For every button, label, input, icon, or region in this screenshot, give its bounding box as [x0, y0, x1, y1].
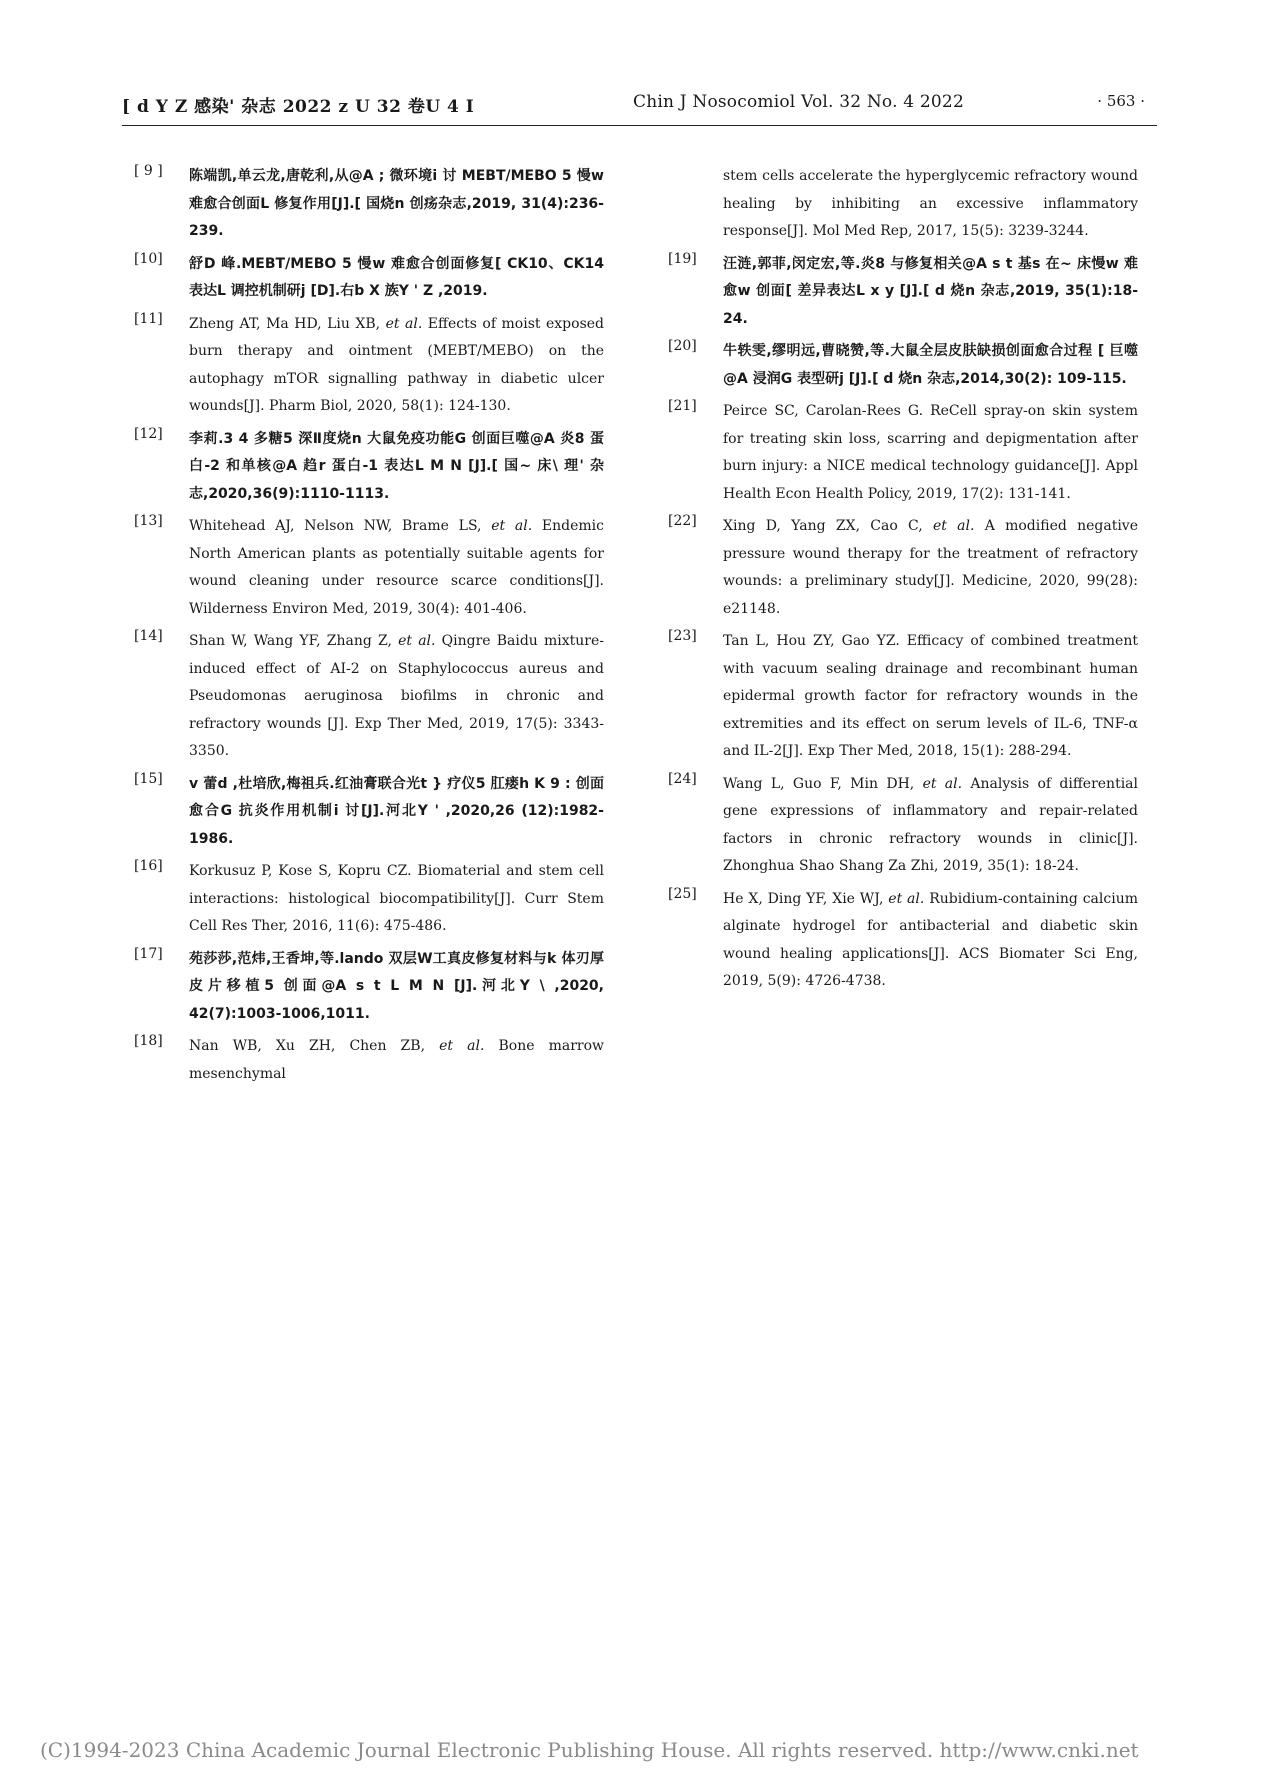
reference-entry: [134, 771, 604, 854]
reference-entry: [134, 946, 604, 1029]
reference-text: v 蕾d ,杜培欣,梅祖兵.红油膏联合光t } 疗仪5 肛瘘h K 9 : 创面愈合G 抗炎作用机制i 讨[J].河北Y ' ,2020,26 (12):1982-1986.: [189, 775, 604, 847]
reference-entry: [134, 858, 604, 941]
reference-entry: [134, 251, 604, 306]
reference-number: [19]: [668, 250, 697, 267]
reference-entry: [668, 163, 1138, 246]
reference-entry: [668, 338, 1138, 393]
reference-text: Shan W, Wang YF, Zhang Z, et al. Qingre Baidu mixture-induced effect of AI-2 on Staphylococcus aureus and Pseudomonas aeruginosa biofilms in chronic and refractory wounds [J]. Exp Ther Med, 2019, 17(5): 3343-3350.: [189, 633, 604, 759]
reference-text: 苑莎莎,范炜,王香坤,等.lando 双层W工真皮修复材料与k 体刃厚皮片移植5 创面@A s t L M N [J].河北Y \ ,2020, 42(7):1003-1006,1011.: [189, 950, 604, 1022]
reference-number: [12]: [134, 425, 163, 442]
reference-text: 汪涟,郭菲,闵定宏,等.炎8 与修复相关@A s t 基s 在~ 床慢w 难愈w 创面[ 差异表达L x y [J].[ d 烧n 杂志,2019, 35(1):18-24.: [723, 255, 1138, 327]
references-left-column: [134, 163, 604, 1093]
reference-entry: [668, 771, 1138, 881]
reference-entry: [668, 398, 1138, 508]
reference-text: Tan L, Hou ZY, Gao YZ. Efficacy of combined treatment with vacuum sealing drainage and recombinant human epidermal growth factor for refractory wounds in the extremities and its effect on serum levels of IL-6, TNF-α and IL-2[J]. Exp Ther Med, 2018, 15(1): 288-294.: [723, 633, 1138, 759]
reference-text: Nan WB, Xu ZH, Chen ZB, et al. Bone marrow mesenchymal: [189, 1038, 605, 1082]
reference-entry: [134, 513, 604, 623]
reference-number: [22]: [668, 513, 697, 529]
reference-number: [11]: [134, 310, 163, 327]
reference-number: [17]: [134, 945, 163, 962]
page-number: · 563 ·: [1097, 92, 1145, 110]
reference-text: 舒D 峰.MEBT/MEBO 5 慢w 难愈合创面修复[ CK10、CK14 表达L 调控机制研j [D].右b X 族Y ' Z ,2019.: [189, 255, 604, 299]
reference-number: [18]: [134, 1033, 163, 1049]
journal-title-zh: [ d Y Z 感染' 杂志 2022 z U 32 卷U 4 I: [122, 97, 475, 117]
reference-number: [10]: [134, 250, 163, 267]
reference-text: Peirce SC, Carolan-Rees G. ReCell spray-on skin system for treating skin loss, scarring and depigmentation after burn injury: a NICE medical technology guidance[J]. Appl Health Econ Health Policy, 2019, 17(2): 131-141.: [723, 403, 1138, 502]
reference-entry: [134, 426, 604, 509]
reference-text: He X, Ding YF, Xie WJ, et al. Rubidium-containing calcium alginate hydrogel for antibacterial and diabetic skin wound healing applications[J]. ACS Biomater Sci Eng, 2019, 5(9): 4726-4738.: [723, 890, 1138, 989]
reference-number: [25]: [668, 885, 697, 902]
running-header: [122, 92, 1157, 122]
copyright-footer: (C)1994-2023 China Academic Journal Electronic Publishing House. All rights reserved. http://www.cnki.net: [40, 1738, 1139, 1762]
reference-entry: [134, 1033, 604, 1088]
header-rule: [122, 125, 1157, 126]
reference-text: 陈端凯,单云龙,唐乾利,从@A ; 微环境i 讨 MEBT/MEBO 5 慢w 难愈合创面L 修复作用[J].[ 国烧n 创疡杂志,2019, 31(4):236-239.: [189, 168, 604, 239]
reference-entry: [668, 628, 1138, 766]
references-right-column: [668, 163, 1138, 1001]
reference-entry: [668, 251, 1138, 334]
reference-number: [20]: [668, 338, 697, 354]
reference-entry: [668, 886, 1138, 996]
reference-text: Zheng AT, Ma HD, Liu XB, et al. Effects of moist exposed burn therapy and ointment (MEBT/MEBO) on the autophagy mTOR signalling pathway in diabetic ulcer wounds[J]. Pharm Biol, 2020, 58(1): 124-130.: [189, 315, 604, 414]
reference-text: stem cells accelerate the hyperglycemic refractory wound healing by inhibiting an excessive inflammatory response[J]. Mol Med Rep, 2017, 15(5): 3239-3244.: [723, 168, 1138, 239]
journal-title-en: Chin J Nosocomiol Vol. 32 No. 4 2022: [633, 92, 964, 112]
reference-text: Wang L, Guo F, Min DH, et al. Analysis of differential gene expressions of inflammatory and repair-related factors in chronic refractory wounds in clinic[J]. Zhonghua Shao Shang Za Zhi, 2019, 35(1): 18-24.: [723, 775, 1138, 874]
reference-number: [15]: [134, 770, 163, 787]
reference-number: [13]: [134, 513, 163, 529]
reference-entry: [134, 163, 604, 246]
reference-entry: [134, 628, 604, 766]
reference-text: Whitehead AJ, Nelson NW, Brame LS, et al. Endemic North American plants as potentially suitable agents for wound cleaning under resource scarce conditions[J]. Wilderness Environ Med, 2019, 30(4): 401-406.: [189, 518, 604, 617]
reference-number: [21]: [668, 398, 697, 414]
reference-entry: [668, 513, 1138, 623]
reference-entry: [134, 311, 604, 421]
reference-number: [14]: [134, 628, 163, 644]
reference-number: [24]: [668, 770, 697, 787]
reference-text: Xing D, Yang ZX, Cao C, et al. A modified negative pressure wound therapy for the treatment of refractory wounds: a preliminary study[J]. Medicine, 2020, 99(28): e21148.: [723, 518, 1138, 617]
reference-text: Korkusuz P, Kose S, Kopru CZ. Biomaterial and stem cell interactions: histological biocompatibility[J]. Curr Stem Cell Res Ther, 2016, 11(6): 475-486.: [189, 863, 604, 934]
reference-number: [16]: [134, 858, 163, 874]
reference-number: [ 9 ]: [134, 163, 163, 179]
reference-number: [23]: [668, 628, 697, 644]
reference-text: 李莉.3 4 多糖5 深Ⅱ度烧n 大鼠免疫功能G 创面巨噬@A 炎8 蛋白-2 和单核@A 趋r 蛋白-1 表达L M N [J].[ 国~ 床\ 理' 杂志,2020,36(9):1110-1113.: [189, 430, 604, 502]
reference-text: 牛轶雯,缪明远,曹晓赞,等.大鼠全层皮肤缺损创面愈合过程 [ 巨噬@A 浸润G 表型研j [J].[ d 烧n 杂志,2014,30(2): 109-115.: [723, 343, 1138, 387]
